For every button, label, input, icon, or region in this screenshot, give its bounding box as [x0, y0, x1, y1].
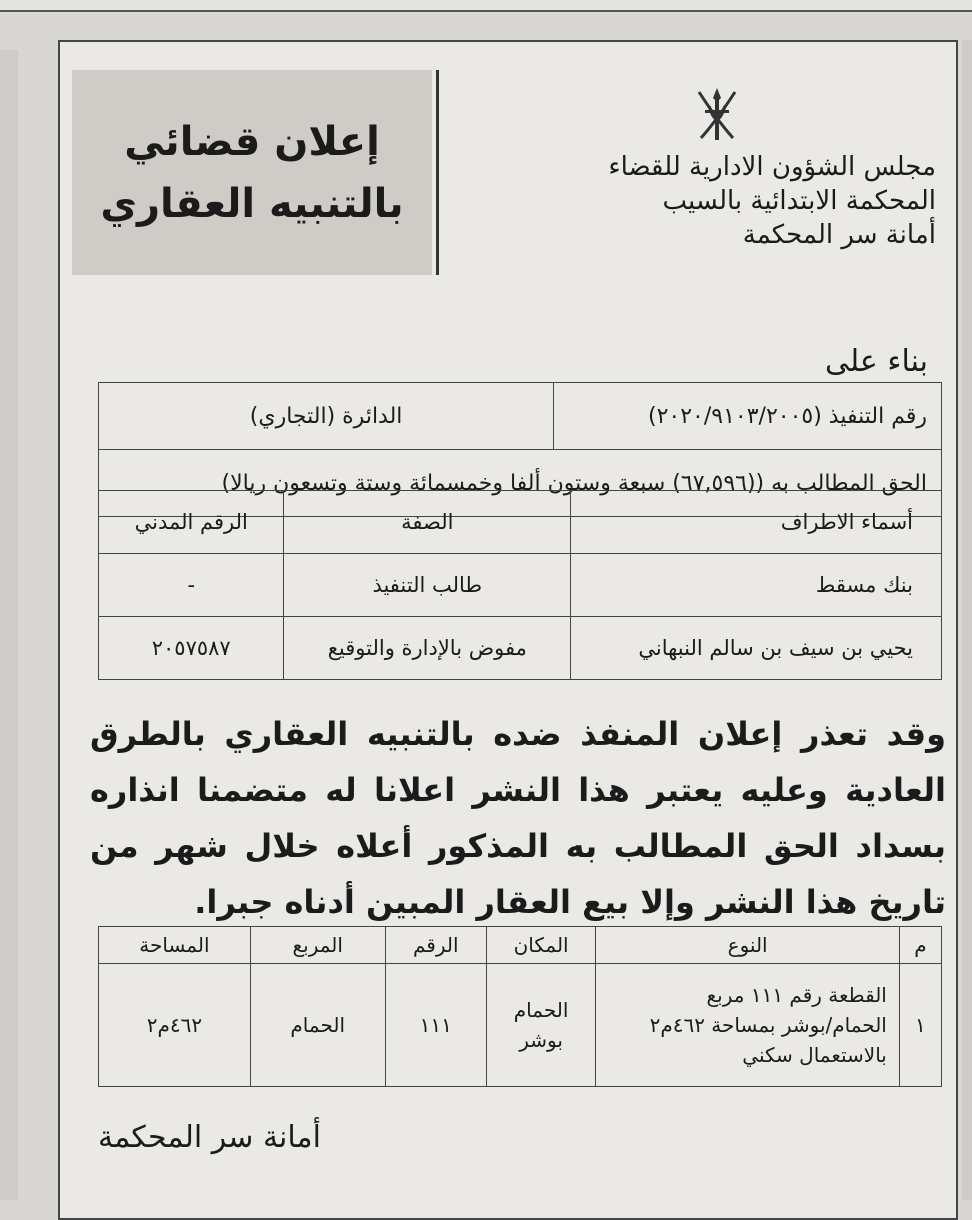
col-header-names: أسماء الاطراف	[571, 491, 942, 554]
col-header-civil-id: الرقم المدني	[99, 491, 284, 554]
page-edge-left	[0, 50, 18, 1200]
circuit: الدائرة (التجاري)	[99, 383, 554, 450]
page-edge-top	[0, 0, 972, 12]
col-header-area: المساحة	[99, 927, 251, 964]
col-header-type: النوع	[596, 927, 899, 964]
oman-emblem-icon	[687, 80, 747, 150]
party-name: يحيي بن سيف بن سالم النبهاني	[571, 617, 942, 680]
property-place-line1: الحمام	[513, 998, 569, 1022]
property-place	[486, 964, 596, 1087]
table-row	[99, 554, 942, 617]
judicial-notice	[58, 40, 958, 1220]
table-row	[99, 964, 942, 1087]
party-civil-id: -	[99, 554, 284, 617]
party-capacity: مفوض بالإدارة والتوقيع	[284, 617, 571, 680]
table-header-row	[99, 927, 942, 964]
table-header-row	[99, 491, 942, 554]
property-no: ١	[899, 964, 941, 1087]
parties-table	[98, 490, 942, 680]
property-type	[596, 964, 899, 1087]
party-name: بنك مسقط	[571, 554, 942, 617]
page-edge-right	[962, 40, 972, 1200]
property-area: ٤٦٢م٢	[99, 964, 251, 1087]
col-header-place: المكان	[486, 927, 596, 964]
property-place-line2: بوشر	[519, 1028, 563, 1052]
court-line1: مجلس الشؤون الادارية للقضاء	[608, 152, 936, 182]
header-divider	[436, 70, 439, 275]
property-type-line2: الحمام/بوشر بمساحة ٤٦٢م٢	[649, 1013, 887, 1037]
party-capacity: طالب التنفيذ	[284, 554, 571, 617]
court-info	[608, 150, 936, 252]
col-header-no: م	[899, 927, 941, 964]
col-header-number: الرقم	[385, 927, 486, 964]
party-civil-id: ٢٠٥٧٥٨٧	[99, 617, 284, 680]
property-table	[98, 926, 942, 1087]
title-line2: بالتنبيه العقاري	[100, 180, 404, 227]
notice-body: وقد تعذر إعلان المنفذ ضده بالتنبيه العقاري بالطرق العادية وعليه يعتبر هذا النشر اعلانا له متضمنا انذاره بسداد الحق المطالب به المذكور أعلاه خلال شهر من تاريخ هذا النشر وإلا بيع العقار المبين أدناه جبرا.	[90, 715, 946, 921]
property-type-line3: بالاستعمال سكني	[742, 1043, 887, 1067]
col-header-block: المربع	[250, 927, 385, 964]
title-box	[72, 70, 432, 275]
col-header-capacity: الصفة	[284, 491, 571, 554]
execution-number: رقم التنفيذ (٢٠٢٠/٩١٠٣/٢٠٠٥)	[554, 383, 942, 450]
claimed-amount: الحق المطالب به ((٦٧,٥٩٦) سبعة وستون ألفا وخمسمائة وستة وتسعون ريالا)	[99, 450, 942, 517]
table-row	[99, 617, 942, 680]
property-number: ١١١	[385, 964, 486, 1087]
court-line3: أمانة سر المحكمة	[742, 220, 936, 250]
table-row	[99, 383, 942, 450]
based-on-heading: بناء على	[824, 344, 928, 379]
court-line2: المحكمة الابتدائية بالسيب	[662, 186, 936, 216]
footer-signature: أمانة سر المحكمة	[98, 1120, 321, 1155]
title-line1: إعلان قضائي	[124, 118, 380, 165]
property-type-line1: القطعة رقم ١١١ مربع	[706, 983, 887, 1007]
notice-header	[72, 70, 946, 315]
property-block: الحمام	[250, 964, 385, 1087]
